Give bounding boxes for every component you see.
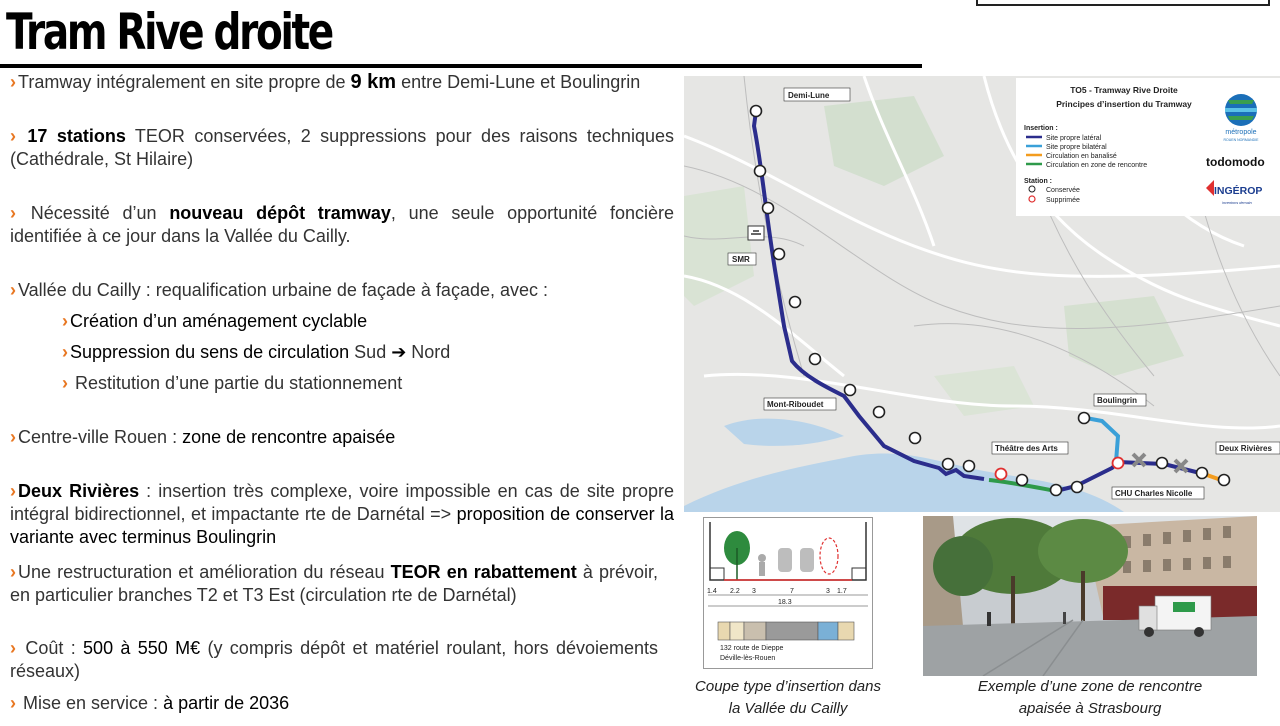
chevron-icon: ›	[10, 638, 16, 658]
ingerop-logo	[1206, 180, 1262, 205]
map-label-deux-rivieres	[1216, 442, 1280, 454]
dim-sidewalk-right: 1.7	[837, 588, 847, 595]
dim-tram: 7	[790, 588, 794, 595]
address-line-2: Déville-lès-Rouen	[720, 655, 776, 662]
chevron-icon: ›	[62, 342, 68, 362]
dim-lane: 3	[826, 588, 830, 595]
map-label-chu	[1112, 487, 1204, 499]
bullet-mise-en-service: › Mise en service : à partir de 2036	[10, 693, 290, 713]
coupe-caption: Coupe type d’insertion dans la Vallée du Cailly	[695, 678, 881, 717]
svg-text:Deux Rivières: Deux Rivières	[1219, 444, 1272, 453]
chevron-icon: ›	[10, 693, 16, 713]
chevron-icon: ›	[62, 373, 68, 393]
chevron-icon: ›	[10, 280, 16, 300]
legend-item-bilateral: Site propre bilatéral	[1046, 144, 1107, 151]
sub-bullet-cyclable: › Création d’un aménagement cyclable	[62, 311, 368, 331]
strasbourg-photo	[923, 516, 1257, 676]
legend-item-banalise: Circulation en banalisé	[1046, 153, 1117, 160]
street-cross-section	[703, 517, 873, 669]
svg-text:INGÉROP: INGÉROP	[1214, 185, 1263, 197]
svg-text:SMR: SMR	[732, 255, 750, 264]
legend-subtitle: Principes d’insertion du Tramway	[1056, 99, 1192, 109]
chevron-icon: ›	[10, 126, 16, 146]
map-label-demi-lune	[784, 88, 850, 101]
chevron-icon: ›	[62, 311, 68, 331]
sub-bullet-sens: › Suppression du sens de circulation Sud ➔ Nord	[62, 342, 451, 362]
svg-text:CHU Charles Nicolle: CHU Charles Nicolle	[1115, 489, 1193, 498]
arrow-right-icon: ➔	[391, 342, 407, 362]
bullet-depot: › Nécessité d’un nouveau dépôt tramway, une seule opportunité foncière identifiée à ce jour dans la Vallée du Cailly.	[10, 203, 674, 246]
map-label-boulingrin	[1094, 394, 1146, 406]
legend-station-conservee: Conservée	[1046, 187, 1080, 194]
bullet-teor: › Une restructuration et amélioration du réseau TEOR en rabattement à prévoir, en particulier branches T2 et T3 Est (circulation rte de Darnétal)	[10, 562, 658, 605]
bullet-cout: › Coût : 500 à 550 M€ (y compris dépôt et matériel roulant, hors dévoiements réseaux)	[10, 638, 658, 681]
bullet-length: › Tramway intégralement en site propre de 9 km entre Demi-Lune et Boulingrin	[10, 71, 641, 93]
chevron-icon: ›	[10, 203, 16, 223]
map-label-theatre	[992, 442, 1068, 454]
bullet-deux-rivieres: › Deux Rivières : insertion très complexe, voire impossible en cas de site propre intégral bidirectionnel, et impactante rte de Darnétal => proposition de conserver la variante avec terminus Boulingrin	[10, 481, 675, 547]
dim-cycle: 2.2	[730, 588, 740, 595]
sub-bullet-stationnement: › Restitution d’une partie du stationnement	[62, 373, 403, 393]
svg-text:inventons demain: inventons demain	[1222, 201, 1252, 205]
todomodo-logo: todomodo	[1206, 155, 1265, 169]
dim-total: 18.3	[778, 599, 792, 606]
metropole-logo	[1223, 94, 1259, 142]
svg-text:Boulingrin: Boulingrin	[1097, 396, 1137, 405]
chevron-icon: ›	[10, 481, 16, 501]
address-line-1: 132 route de Dieppe	[720, 645, 784, 652]
map-label-mont-riboudet	[764, 398, 836, 410]
bullet-vallee: › Vallée du Cailly : requalification urbaine de façade à façade, avec :	[10, 280, 548, 300]
svg-text:Insertion :: Insertion :	[1024, 125, 1058, 132]
svg-text:Demi-Lune: Demi-Lune	[788, 91, 830, 100]
dim-parking: 3	[752, 588, 756, 595]
dim-sidewalk-left: 1.4	[707, 588, 717, 595]
bullet-stations: › 17 stations TEOR conservées, 2 suppressions pour des raisons techniques (Cathédrale, St Hilaire)	[10, 126, 674, 169]
legend-title: TO5 - Tramway Rive Droite	[1070, 85, 1178, 95]
svg-text:métropole: métropole	[1225, 129, 1257, 136]
svg-text:Théâtre des Arts: Théâtre des Arts	[995, 444, 1058, 453]
map-legend	[1016, 78, 1280, 216]
photo-caption: Exemple d’une zone de rencontre apaisée à Strasbourg	[977, 678, 1203, 717]
svg-text:Station :: Station :	[1024, 178, 1052, 185]
title-underline	[0, 64, 922, 68]
legend-item-lateral: Site propre latéral	[1046, 135, 1102, 142]
map-label-smr	[728, 253, 756, 265]
bullet-centre-ville: › Centre-ville Rouen : zone de rencontre apaisée	[10, 427, 396, 447]
svg-text:ROUEN NORMANDIE: ROUEN NORMANDIE	[1223, 138, 1259, 142]
chevron-icon: ›	[10, 562, 16, 582]
legend-item-rencontre: Circulation en zone de rencontre	[1046, 162, 1148, 169]
page-title: Tram Rive droite	[6, 3, 332, 61]
chevron-icon: ›	[10, 72, 16, 92]
top-frame	[976, 0, 1270, 6]
chevron-icon: ›	[10, 427, 16, 447]
svg-text:Mont-Riboudet: Mont-Riboudet	[767, 400, 824, 409]
legend-station-supprimee: Supprimée	[1046, 197, 1080, 204]
